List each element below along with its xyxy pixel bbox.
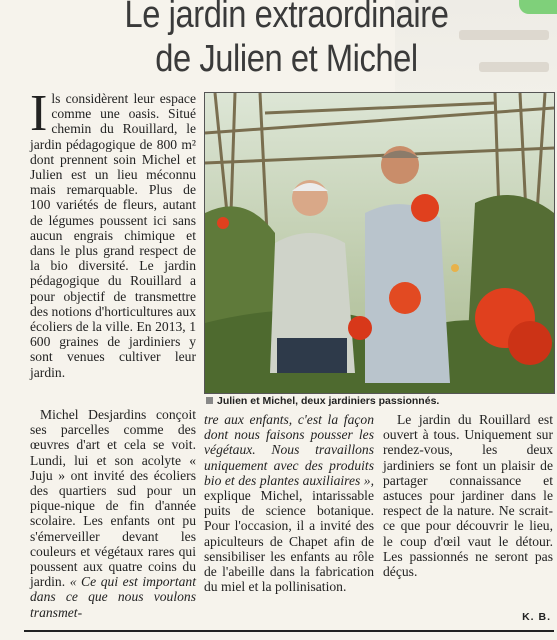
article-column-1 <box>30 85 196 380</box>
paragraph-visit: Le jardin du Rouillard est ouvert à tous. Uniquement sur rendez-vous, les deux jardiniers se font un plaisir de partager connaissance et astuces pour jardiner dans le respect de la nature. Ne scrait-ce que pour découvrir le lieu, le coup d'œil vaut le détour. Les passionnés ne seront pas déçus. <box>383 412 553 580</box>
author-initials: K. B. <box>522 611 551 623</box>
headline-line-1: Le jardin extraordinaire <box>124 0 449 36</box>
caption-square-icon <box>206 397 213 404</box>
quote-continued: tre aux enfants, c'est la façon dont nous faisons pousser les végétaux. Nous travaillons uniquement avec des produits bio et des plantes auxiliaires », <box>204 412 374 488</box>
photo-caption: Julien et Michel, deux jardiniers passionnés. <box>206 395 439 407</box>
headline-line-2: de Julien et Michel <box>155 38 418 80</box>
article-column-2 <box>204 412 374 594</box>
paragraph-quote: tre aux enfants, c'est la façon dont nous faisons pousser les végétaux. Nous travaillons uniquement avec des produits bio et des plantes auxiliaires », explique Michel, intarissable puits de science botanique. Pour l'occasion, il a invité des apiculteurs de Chapet afin de sensibiliser les enfants au rôle de l'abeille dans la fabrication du miel et la pollinisation. <box>204 412 374 595</box>
drop-cap: I <box>30 85 48 142</box>
paragraph-michel: Michel Desjardins conçoit ses parcelles comme des œuvres d'art et cela se voit. Lundi, lui et son acolyte « Juju » ont invité des écoliers des quartiers sud pour un pique-nique de fin d'année scolaire. Les enfants ont pu s'émerveiller devant les couleurs et végétaux rares qui poussent aux quatre coins du jardin. « Ce qui est important dans ce que nous voulons transmet- <box>30 407 196 620</box>
paragraph-intro: ls considèrent leur espace comme une oasis. Situé chemin du Rouillard, le jardin pédagogique de 800 m² dont prennent soin Michel et Julien est un lieu méconnu mais remarquable. Plus de 100 variétés de fleurs, autant de légumes poussent ici sans aucun engrais chimique et dans le plus grand respect de la bio diversité. Le jardin pédagogique du Rouillard a pour objectif de transmettre des notions d'horticultures aux écoliers de la ville. En 2013, 1 600 graines de jardiniers y sont venues cultiver leur jardin. <box>30 91 196 380</box>
gardeners-photo <box>204 92 555 394</box>
bottom-rule <box>24 630 554 632</box>
quote-start: « Ce qui est important dans ce que nous voulons transmet- <box>30 574 196 620</box>
article-column-3 <box>383 412 553 579</box>
article-column-1-lower <box>30 407 196 620</box>
photo-illustration <box>205 93 554 393</box>
